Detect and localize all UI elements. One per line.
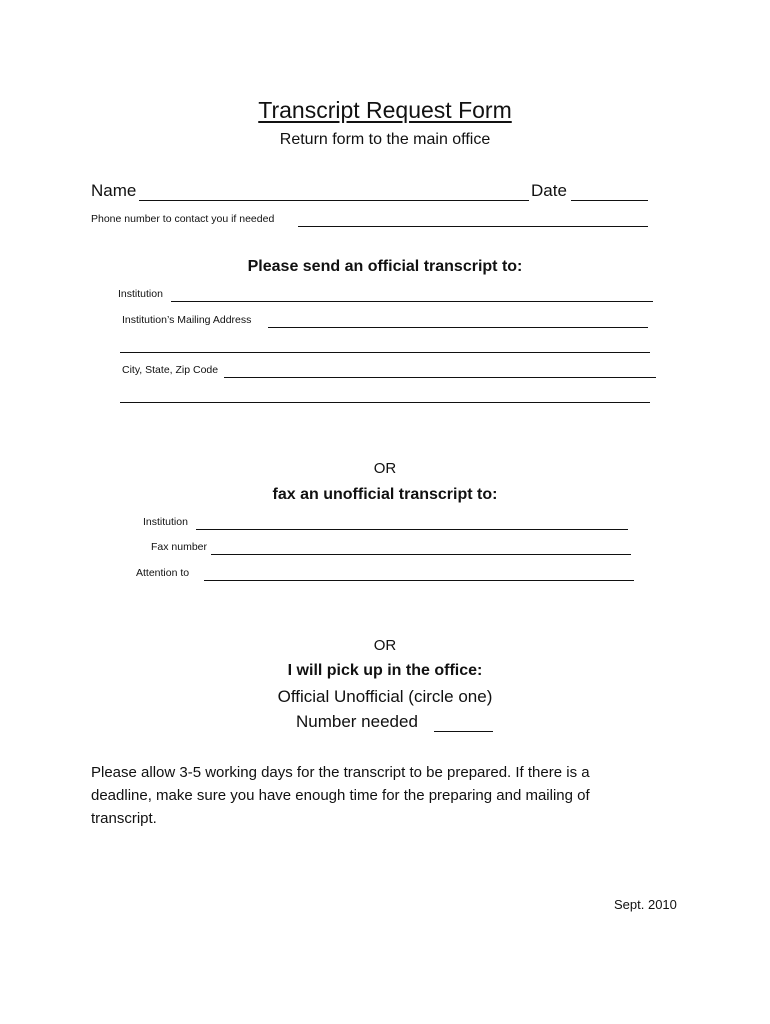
mailing-address-line-2[interactable] <box>120 352 650 353</box>
date-label: Date <box>531 181 567 200</box>
fax-number-label: Fax number <box>151 541 208 553</box>
pickup-options: Official Unofficial (circle one) <box>277 687 493 706</box>
city-state-zip-label: City, State, Zip Code <box>122 364 219 376</box>
or-divider-1: OR <box>373 460 397 477</box>
mailing-address-label: Institution’s Mailing Address <box>122 314 252 326</box>
name-field[interactable] <box>139 200 529 201</box>
name-label: Name <box>91 181 137 200</box>
phone-label: Phone number to contact you if needed <box>91 213 275 225</box>
form-title: Transcript Request Form <box>258 97 512 123</box>
official-heading: Please send an official transcript to: <box>247 258 523 275</box>
date-field[interactable] <box>571 200 648 201</box>
mailing-address-field[interactable] <box>268 327 648 328</box>
processing-notice: Please allow 3-5 working days for the transcript to be prepared. If there is a deadline, make sure you have enough time for the preparing and mailing of transcript. <box>91 764 590 827</box>
fax-institution-field[interactable] <box>196 529 628 530</box>
fax-heading: fax an unofficial transcript to: <box>272 486 498 503</box>
official-institution-label: Institution <box>118 288 163 300</box>
attention-field[interactable] <box>204 580 634 581</box>
revision-date: Sept. 2010 <box>614 897 677 912</box>
number-needed-label: Number needed <box>296 712 418 731</box>
fax-institution-label: Institution <box>143 516 188 528</box>
fax-number-field[interactable] <box>211 554 631 555</box>
number-needed-field[interactable] <box>434 731 493 732</box>
city-state-zip-field[interactable] <box>224 377 656 378</box>
pickup-heading: I will pick up in the office: <box>287 662 483 679</box>
phone-field[interactable] <box>298 226 648 227</box>
or-divider-2: OR <box>373 637 397 654</box>
address-line-extra[interactable] <box>120 402 650 403</box>
attention-label: Attention to <box>136 567 190 579</box>
form-subtitle: Return form to the main office <box>279 131 491 148</box>
official-institution-field[interactable] <box>171 301 653 302</box>
